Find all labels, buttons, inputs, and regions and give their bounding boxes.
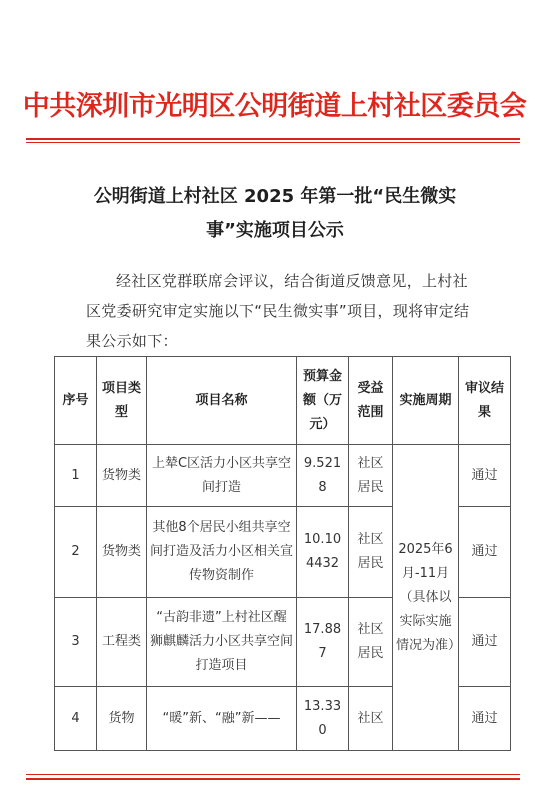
table-header-row: [55, 357, 511, 445]
footer-rule-thin: [26, 774, 520, 775]
header-budget: 预算金额（万元）: [297, 357, 349, 445]
cell-type: 货物类: [97, 507, 147, 598]
cell-beneficiary: 社区居民: [349, 445, 393, 507]
cell-no: 4: [55, 687, 97, 751]
footer-rule-thick: [26, 778, 520, 780]
header-rule-thin: [26, 142, 520, 143]
cell-review: 通过: [459, 445, 511, 507]
cell-review: 通过: [459, 687, 511, 751]
cell-beneficiary: 社区居民: [349, 598, 393, 687]
cell-type: 工程类: [97, 598, 147, 687]
header-type: 项目类型: [97, 357, 147, 445]
cell-name: 上辇C区活力小区共享空间打造: [147, 445, 297, 507]
cell-budget: 17.887: [297, 598, 349, 687]
header-no: 序号: [55, 357, 97, 445]
cell-no: 1: [55, 445, 97, 507]
header-name: 项目名称: [147, 357, 297, 445]
cell-budget: 13.330: [297, 687, 349, 751]
header-rule-thick: [26, 138, 520, 140]
intro-paragraph: 经社区党群联席会评议，结合街道反馈意见，上村社区党委研究审定实施以下“民生微实事”项目，现将审定结果公示如下：: [86, 272, 470, 350]
cell-no: 2: [55, 507, 97, 598]
cell-period: 2025年6月-11月（具体以实际实施情况为准）: [393, 445, 459, 751]
header-beneficiary: 受益范围: [349, 357, 393, 445]
header-period: 实施周期: [393, 357, 459, 445]
cell-review: 通过: [459, 598, 511, 687]
document-title: 公明街道上村社区 2025 年第一批“民生微实事”实施项目公示: [93, 186, 457, 241]
cell-type: 货物类: [97, 445, 147, 507]
cell-name: “古韵非遗”上村社区醒狮麒麟活力小区共享空间打造项目: [147, 598, 297, 687]
cell-type: 货物: [97, 687, 147, 751]
table-row: [55, 445, 511, 507]
cell-beneficiary: 社区: [349, 687, 393, 751]
cell-name: “暖”新、“融”新——: [147, 687, 297, 751]
header-review: 审议结果: [459, 357, 511, 445]
org-header-title: 中共深圳市光明区公明街道上村社区委员会: [22, 91, 527, 122]
cell-name: 其他8个居民小组共享空间打造及活力小区相关宣传物资制作: [147, 507, 297, 598]
cell-budget: 9.5218: [297, 445, 349, 507]
cell-review: 通过: [459, 507, 511, 598]
cell-budget: 10.104432: [297, 507, 349, 598]
cell-no: 3: [55, 598, 97, 687]
cell-beneficiary: 社区居民: [349, 507, 393, 598]
projects-table: [54, 356, 511, 751]
